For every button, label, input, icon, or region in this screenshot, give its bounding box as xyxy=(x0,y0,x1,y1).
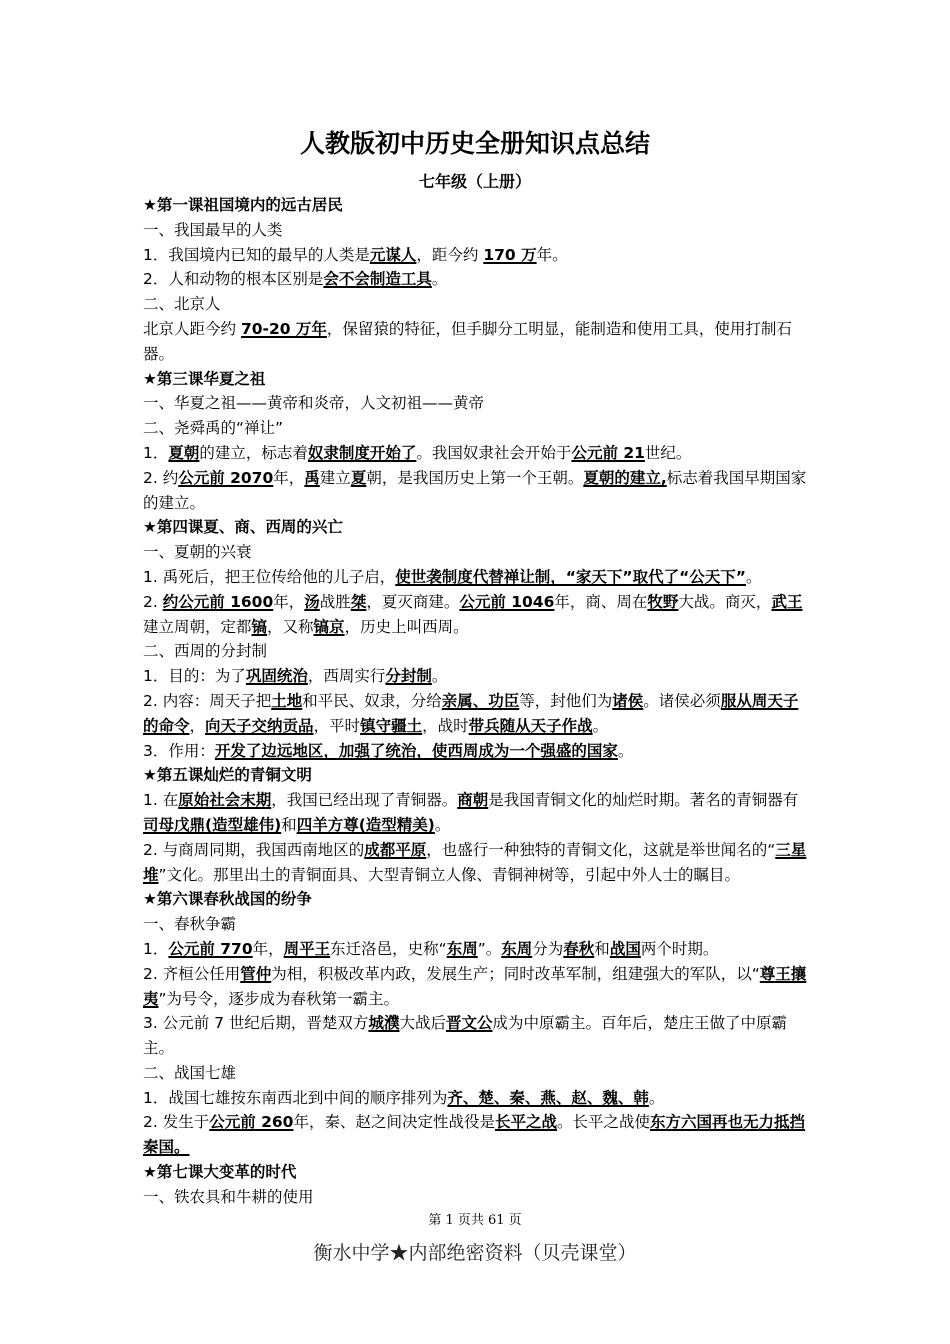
key-term: 分封制 xyxy=(385,667,432,686)
text-segment: 一、春秋争霸 xyxy=(143,915,237,934)
key-term: 汤 xyxy=(304,592,320,611)
text-line xyxy=(143,1011,811,1061)
key-term: 约公元前 1600 xyxy=(162,592,274,611)
text-segment: 1．目的：为了 xyxy=(143,667,246,686)
text-segment: 的建立，标志着 xyxy=(199,443,308,462)
text-segment: 朝，是我国历史上第一个王朝。 xyxy=(366,468,584,487)
text-segment: 。 xyxy=(434,815,451,834)
text-line xyxy=(143,441,811,466)
text-segment: ★第四课夏、商、西周的兴亡 xyxy=(143,518,343,537)
text-segment: 一、夏朝的兴衰 xyxy=(143,543,252,562)
text-line xyxy=(143,565,811,590)
text-segment: 大战后 xyxy=(399,1014,446,1033)
key-term: 齐、楚、秦、燕、赵、魏、韩 xyxy=(447,1088,649,1107)
text-segment: ”。 xyxy=(477,939,502,958)
text-segment: 和 xyxy=(594,939,610,958)
text-segment: 1． xyxy=(143,939,169,958)
text-line xyxy=(143,912,811,937)
key-term: 镐 xyxy=(251,617,268,636)
text-line xyxy=(143,1185,811,1210)
key-term: 服从周天子的命令 xyxy=(143,691,799,735)
text-segment: 和 xyxy=(281,815,297,834)
text-line xyxy=(143,838,811,888)
text-segment: 2. xyxy=(143,592,163,611)
text-segment: 标志着我国早期国家的建立。 xyxy=(143,468,807,512)
text-segment: 年， xyxy=(252,939,284,958)
text-segment: ，平时 xyxy=(313,716,361,735)
text-segment: 3. 公元前 7 世纪后期，晋楚双方 xyxy=(143,1014,369,1033)
key-term: 170 万 xyxy=(483,245,537,264)
key-term: 公元前 2070 xyxy=(178,468,274,487)
key-term: 带兵随从天子作战 xyxy=(468,716,593,735)
key-term: 奴隶制度开始了 xyxy=(307,443,417,462)
key-term: 公元前 21 xyxy=(571,443,645,462)
text-segment: 。 xyxy=(592,716,609,735)
text-line xyxy=(143,540,811,565)
key-term: 土地 xyxy=(271,691,303,710)
document-body xyxy=(143,193,811,1210)
text-segment: 建立 xyxy=(319,468,351,487)
text-line xyxy=(143,788,811,838)
text-segment: 大战。商灭， xyxy=(678,592,772,611)
text-segment: ★第一课祖国境内的远古居民 xyxy=(143,196,343,214)
text-segment: ”为号令，逐步成为春秋第一霸主。 xyxy=(158,989,400,1008)
lesson-heading xyxy=(143,193,811,218)
text-segment: ★第六课春秋战国的纷争 xyxy=(143,890,312,909)
text-segment: 1． xyxy=(143,443,169,462)
text-line xyxy=(143,391,811,416)
text-segment: 是我国青铜文化的灿烂时期。著名的青铜器有 xyxy=(488,791,799,810)
text-line xyxy=(143,1061,811,1086)
key-term: 巩固统治 xyxy=(245,667,308,686)
text-segment: 。 xyxy=(431,667,448,686)
key-term: 长平之战 xyxy=(495,1113,558,1132)
text-segment: 2. 与商周同期，我国西南地区的 xyxy=(143,840,365,859)
key-term: 东方六国再也无力抵挡秦国。 xyxy=(143,1113,806,1157)
text-segment: 。 xyxy=(617,741,634,760)
text-segment: ★第五课灿烂的青铜文明 xyxy=(143,766,312,785)
key-term: 向天子交纳贡品 xyxy=(205,716,314,735)
key-term: 镇守疆土 xyxy=(360,716,423,735)
text-line xyxy=(143,243,811,268)
text-line xyxy=(143,590,811,640)
text-line xyxy=(143,466,811,516)
text-line xyxy=(143,689,811,739)
text-segment: 2．人和动物的根本区别是 xyxy=(143,270,324,289)
text-segment: ★第七课大变革的时代 xyxy=(143,1163,297,1182)
key-term: 春秋 xyxy=(563,939,595,958)
page-number: 第 1 页共 61 页 xyxy=(428,1213,522,1228)
text-segment: 建立周朝，定都 xyxy=(143,617,252,636)
key-term: 诸侯 xyxy=(612,691,644,710)
key-term: 镐京 xyxy=(313,617,345,636)
key-term: 亲属、功臣 xyxy=(441,691,520,710)
key-term: 开发了边远地区，加强了统治，使西周成为一个强盛的国家 xyxy=(214,741,618,760)
text-segment: 成为中原霸主。百年后，楚庄王做了中原霸主。 xyxy=(143,1014,787,1058)
text-segment: 二、北京人 xyxy=(143,295,221,314)
text-segment: 。长平之战使 xyxy=(557,1113,651,1132)
text-segment: 1. 禹死后，把王位传给他的儿子启， xyxy=(143,567,396,586)
text-segment: 2. 齐桓公任用 xyxy=(143,964,241,983)
text-segment: 战胜 xyxy=(319,592,351,611)
key-term: 会不会制造工具 xyxy=(323,270,432,289)
key-term: 70-20 万年 xyxy=(240,319,327,338)
text-line xyxy=(143,1086,811,1111)
text-segment: 世纪。 xyxy=(644,443,692,462)
key-term: 公元前 1046 xyxy=(459,592,555,611)
lesson-heading xyxy=(143,763,811,788)
text-segment: ，我国已经出现了青铜器。 xyxy=(271,791,458,810)
text-segment: 一、华夏之祖——黄帝和炎帝，人文初祖——黄帝 xyxy=(143,394,485,413)
text-segment: ，战时 xyxy=(422,716,469,735)
text-segment: 。诸侯必须 xyxy=(643,691,721,710)
text-segment: ★第三课华夏之祖 xyxy=(143,369,266,388)
text-segment: ，历史上叫西周。 xyxy=(344,617,469,636)
lesson-heading xyxy=(143,367,811,392)
key-term: 商朝 xyxy=(457,791,489,810)
text-line xyxy=(143,317,811,367)
text-line xyxy=(143,962,811,1012)
key-term: 禹 xyxy=(304,468,320,487)
text-segment: 东迁洛邑，史称“ xyxy=(330,939,447,958)
key-term: 战国 xyxy=(609,939,641,958)
text-segment: 二、尧舜禹的“禅让” xyxy=(143,419,284,438)
text-segment: ”文化。那里出土的青铜面具、大型青铜立人像、青铜神树等，引起中外人士的瞩目。 xyxy=(158,865,741,884)
text-segment: 1．战国七雄按东南西北到中间的顺序排列为 xyxy=(143,1088,448,1107)
lesson-heading xyxy=(143,887,811,912)
key-term: 东周 xyxy=(446,939,478,958)
text-segment: 两个时期。 xyxy=(640,939,719,958)
text-segment: 等，封他们为 xyxy=(519,691,613,710)
text-segment: 一、我国最早的人类 xyxy=(143,220,283,239)
document-subtitle: 七年级（上册） xyxy=(418,172,531,191)
key-term: 晋文公 xyxy=(445,1014,493,1033)
key-term: 夏朝 xyxy=(168,443,200,462)
key-term: 司母戊鼎(造型雄伟) xyxy=(143,815,282,834)
document-title: 人教版初中历史全册知识点总结 xyxy=(299,129,650,158)
text-segment: ，又称 xyxy=(267,617,314,636)
text-segment: 。我国奴隶社会开始于 xyxy=(416,443,572,462)
key-term: 成都平原 xyxy=(364,840,427,859)
key-term: 原始社会末期 xyxy=(178,791,272,810)
text-segment: 二、战国七雄 xyxy=(143,1063,237,1082)
key-term: 城濮 xyxy=(368,1014,400,1033)
text-segment: ，保留猿的特征，但手脚分工明显，能制造和使用工具，使用打制石器。 xyxy=(143,319,792,363)
key-term: 东周 xyxy=(501,939,533,958)
key-term: 武王 xyxy=(771,592,803,611)
text-line xyxy=(143,739,811,764)
text-line xyxy=(143,292,811,317)
text-segment: 1．我国境内已知的最早的人类是 xyxy=(143,245,370,264)
text-segment: 年，秦、赵之间决定性战役是 xyxy=(293,1113,495,1132)
text-segment: 分为 xyxy=(532,939,564,958)
key-term: 使世袭制度代替禅让制，“家天下”取代了“公天下” xyxy=(395,567,746,586)
text-segment: 年。 xyxy=(536,245,568,264)
text-segment: 为相，积极改革内政，发展生产；同时改革军制，组建强大的军队，以“ xyxy=(271,964,760,983)
text-segment: ，西周实行 xyxy=(307,667,386,686)
text-segment: 年，商、周在 xyxy=(554,592,648,611)
text-line xyxy=(143,416,811,441)
text-line xyxy=(143,639,811,664)
text-segment: 1. 在 xyxy=(143,791,179,810)
key-term: 三星堆 xyxy=(143,840,807,884)
text-segment: 。 xyxy=(431,270,448,289)
text-segment: 一、铁农具和牛耕的使用 xyxy=(143,1187,314,1206)
text-segment: 北京人距今约 xyxy=(143,319,241,338)
lesson-heading xyxy=(143,1160,811,1185)
text-segment: 2. 内容：周天子把 xyxy=(143,691,272,710)
text-segment: 二、西周的分封制 xyxy=(143,642,268,661)
text-segment: 。 xyxy=(745,567,762,586)
text-segment: ，夏灭商建。 xyxy=(366,592,460,611)
key-term: 四羊方尊(造型精美) xyxy=(296,815,435,834)
key-term: 牧野 xyxy=(647,592,679,611)
key-term: 夏朝的建立, xyxy=(583,468,667,487)
key-term: 公元前 260 xyxy=(209,1113,294,1132)
key-term: 夏 xyxy=(350,468,367,487)
text-segment: ，距今约 xyxy=(416,245,484,264)
text-segment: 2. 约 xyxy=(143,468,179,487)
key-term: 桀 xyxy=(350,592,367,611)
text-segment: ， xyxy=(189,716,206,735)
text-segment: 3．作用： xyxy=(143,741,215,760)
text-line xyxy=(143,1110,811,1160)
key-term: 公元前 770 xyxy=(168,939,253,958)
text-segment: 。 xyxy=(648,1088,665,1107)
text-line xyxy=(143,664,811,689)
lesson-heading xyxy=(143,515,811,540)
text-segment: 年， xyxy=(273,468,305,487)
key-term: 元谋人 xyxy=(369,245,417,264)
text-segment: ，也盛行一种独特的青铜文化，这就是举世闻名的“ xyxy=(426,840,776,859)
text-line xyxy=(143,218,811,243)
key-term: 周平王 xyxy=(283,939,331,958)
text-segment: 和平民、奴隶，分给 xyxy=(302,691,442,710)
text-line xyxy=(143,937,811,962)
text-line xyxy=(143,267,811,292)
text-segment: 年， xyxy=(273,592,305,611)
footer-tagline: 衡水中学★内部绝密资料（贝壳课堂） xyxy=(313,1242,637,1264)
key-term: 管仲 xyxy=(240,964,272,983)
key-term: 尊王攘夷 xyxy=(143,964,807,1008)
text-segment: 2. 发生于 xyxy=(143,1113,210,1132)
